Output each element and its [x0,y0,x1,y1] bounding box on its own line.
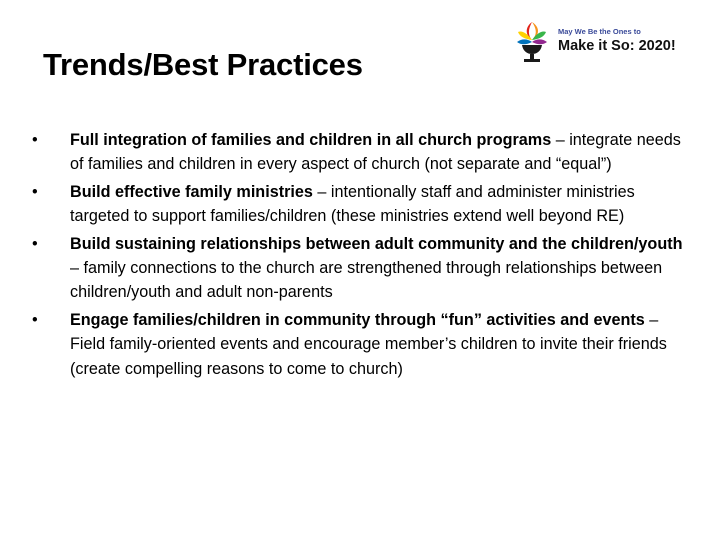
bullet-heading: Build sustaining relationships between adult community and the children/youth [70,234,683,253]
bullet-item [32,232,692,305]
bullet-marker: • [32,182,38,201]
bullet-heading: Full integration of families and children in all church programs [70,131,552,149]
bullet-marker: • [32,310,38,329]
bullet-list [32,128,692,381]
bullet-heading: Build effective family ministries [70,182,313,201]
bullet-text: – family connections to the church are strengthened through relationships between children/youth and adult non-parents [70,259,663,302]
bullet-marker: • [32,234,38,253]
bullet-heading: Engage families/children in community through “fun” activities and events [70,310,645,329]
bullet-marker: • [32,131,38,149]
logo [512,18,702,68]
chalice-flame-icon [512,18,554,68]
slide-title: Trends/Best Practices [43,47,363,82]
bullet-item [32,308,692,381]
bullet-text: – Field family-oriented events and encourage member’s children to invite their friends (create compelling reasons to come to church) [70,310,667,378]
bullet-item [32,128,692,177]
bullet-text: – intentionally staff and administer ministries targeted to support families/children (these ministries extend well beyond RE) [70,182,635,226]
logo-tagline: May We Be the Ones to [558,27,641,36]
bullet-text: – integrate needs of families and children in every aspect of church (not separate and “equal”) [70,131,681,174]
bullet-item [32,180,692,229]
logo-brand: Make it So: 2020! [558,38,676,54]
